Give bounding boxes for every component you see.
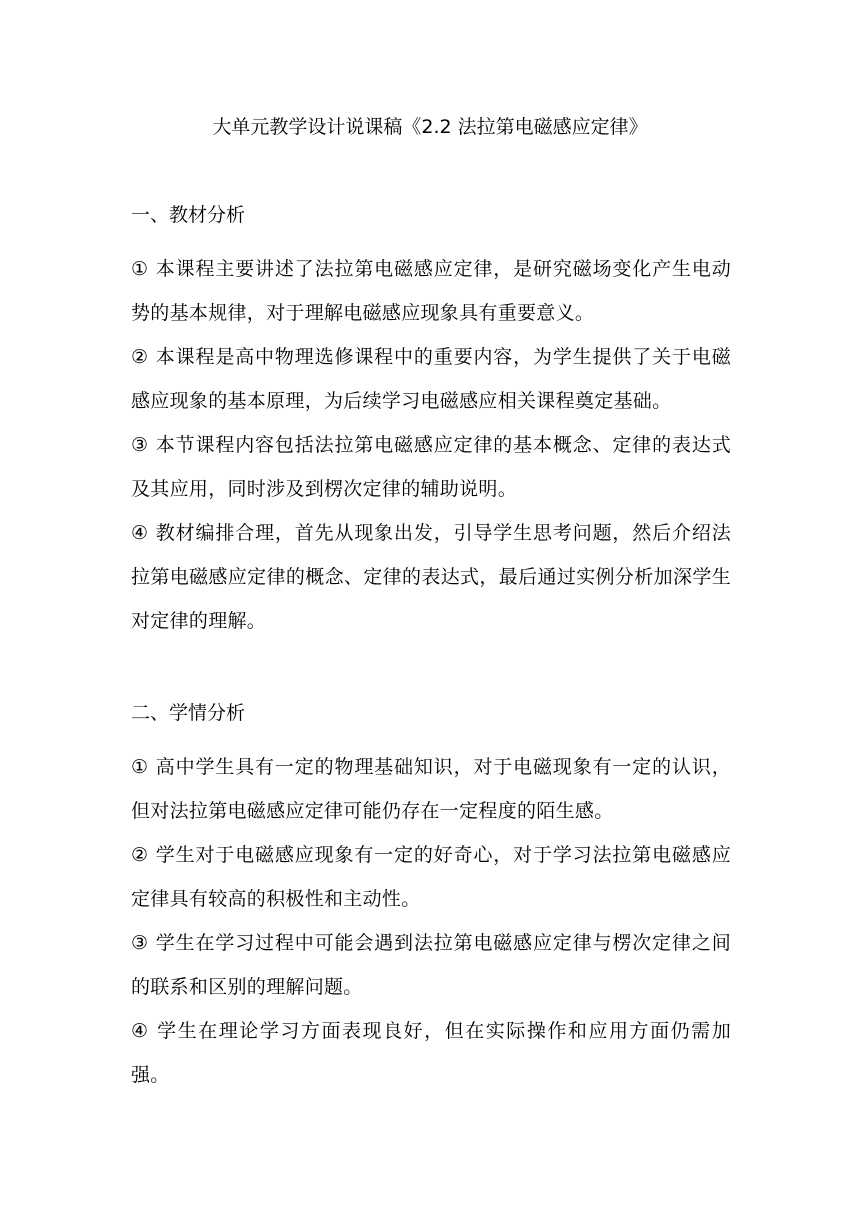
paragraph: ④ 教材编排合理，首先从现象出发，引导学生思考问题，然后介绍法拉第电磁感应定律的概念、定律的表达式，最后通过实例分析加深学生对定律的理解。: [131, 522, 731, 632]
paragraph: ② 学生对于电磁感应现象有一定的好奇心，对于学习法拉第电磁感应定律具有较高的积极性和主动性。: [131, 844, 731, 910]
section-textbook-analysis: [131, 201, 731, 643]
paragraph: ④ 学生在理论学习方面表现良好，但在实际操作和应用方面仍需加强。: [131, 1020, 731, 1086]
paragraph: ① 高中学生具有一定的物理基础知识，对于电磁现象有一定的认识，但对法拉第电磁感应定律可能仍存在一定程度的陌生感。: [131, 756, 731, 822]
section-heading: 二、学情分析: [131, 702, 246, 724]
paragraph: ② 本课程是高中物理选修课程中的重要内容，为学生提供了关于电磁感应现象的基本原理，为后续学习电磁感应相关课程奠定基础。: [131, 346, 731, 412]
paragraph: ① 本课程主要讲述了法拉第电磁感应定律，是研究磁场变化产生电动势的基本规律，对于理解电磁感应现象具有重要意义。: [131, 258, 731, 324]
document-title: 大单元教学设计说课稿《2.2 法拉第电磁感应定律》: [212, 116, 648, 138]
section-student-analysis: [131, 699, 731, 1097]
section-heading: 一、教材分析: [131, 204, 246, 226]
paragraph: ③ 学生在学习过程中可能会遇到法拉第电磁感应定律与楞次定律之间的联系和区别的理解问题。: [131, 932, 731, 998]
paragraph: ③ 本节课程内容包括法拉第电磁感应定律的基本概念、定律的表达式及其应用，同时涉及到楞次定律的辅助说明。: [131, 434, 731, 500]
